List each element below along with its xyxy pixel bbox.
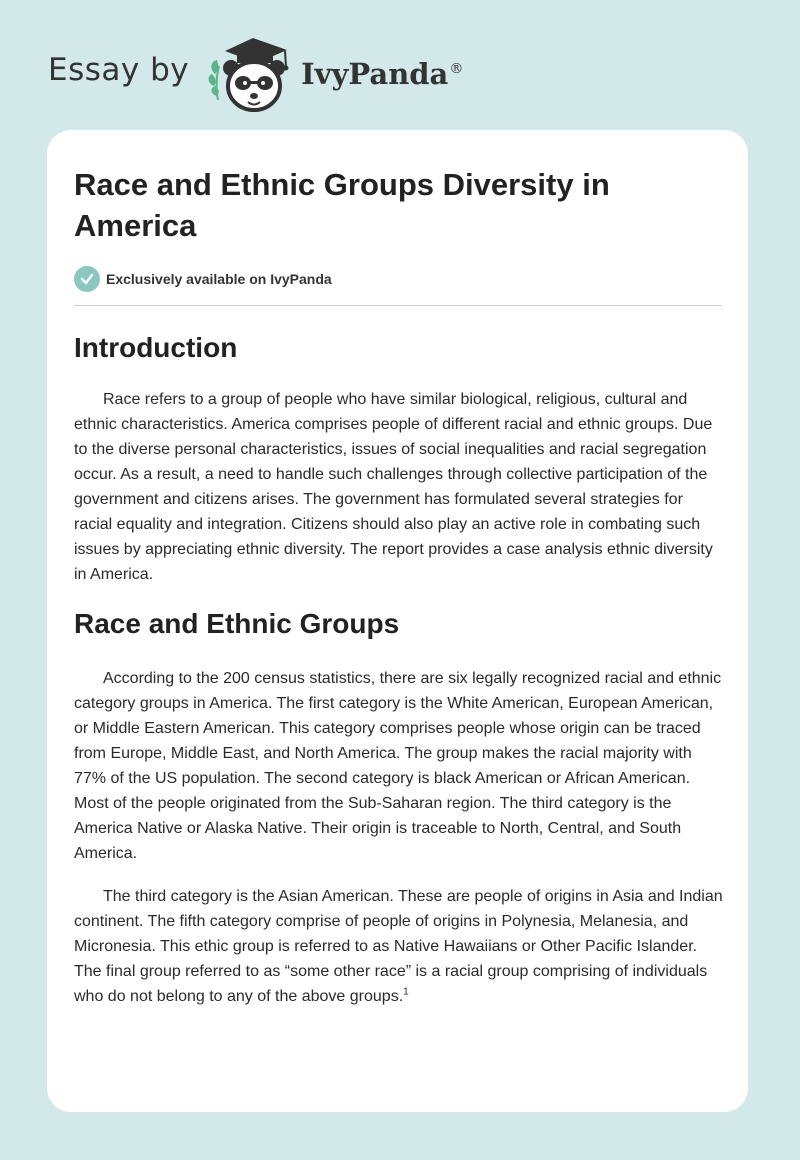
registered-mark: ® [449, 61, 464, 78]
paragraph: Race refers to a group of people who have similar biological, religious, cultural and ethnic characteristics. America comprises people of different racial and ethnic groups. Due to the diverse personal characteristics, issues of social inequalities and racial segregation occur. As a result, a need to handle such challenges through collective participation of the government and citizens arises. The government has formulated several strategies for racial equality and integration. Citizens should also play an active role in combating such issues by appreciating ethnic diversity. The report provides a case analysis ethnic diversity in America. [74, 391, 713, 583]
site-header [48, 34, 548, 114]
footnote-ref[interactable]: 1 [403, 986, 409, 998]
ivypanda-logo-icon[interactable] [205, 34, 297, 114]
essay-card [47, 130, 748, 1112]
section-heading-introduction: Introduction [74, 332, 238, 363]
paragraph-text: The third category is the Asian American. These are people of origins in Asia and Indian continent. The fifth category comprise of people of origins in Polynesia, Melanesia, and Micronesia. This ethic group is referred to as Native Hawaiians or Other Pacific Islander. The final group referred to as “some other race” is a racial group comprising of individuals who do not belong to any of the above groups. [74, 888, 723, 1005]
exclusive-label: Exclusively available on IvyPanda [106, 271, 332, 287]
section-heading-race-and-ethnic-groups: Race and Ethnic Groups [74, 608, 400, 639]
ivy-leaf-icon [209, 60, 220, 100]
paragraph [74, 884, 724, 1009]
brand-name[interactable]: IvyPanda® [301, 57, 464, 91]
divider [74, 305, 722, 306]
check-icon [74, 266, 100, 292]
page-title: Race and Ethnic Groups Diversity in America [74, 167, 610, 243]
exclusive-badge [74, 265, 722, 293]
essay-by-label: Essay by [48, 52, 190, 88]
paragraph: According to the 200 census statistics, there are six legally recognized racial and ethnic category groups in America. The first category is the White American, European American, or Middle Eastern American. This category comprises people whose origin can be traced from Europe, Middle East, and North America. The group makes the racial majority with 77% of the US population. The second category is black American or African American. Most of the people originated from the Sub-Saharan region. The third category is the America Native or Alaska Native. Their origin is traceable to North, Central, and South America. [74, 670, 722, 862]
